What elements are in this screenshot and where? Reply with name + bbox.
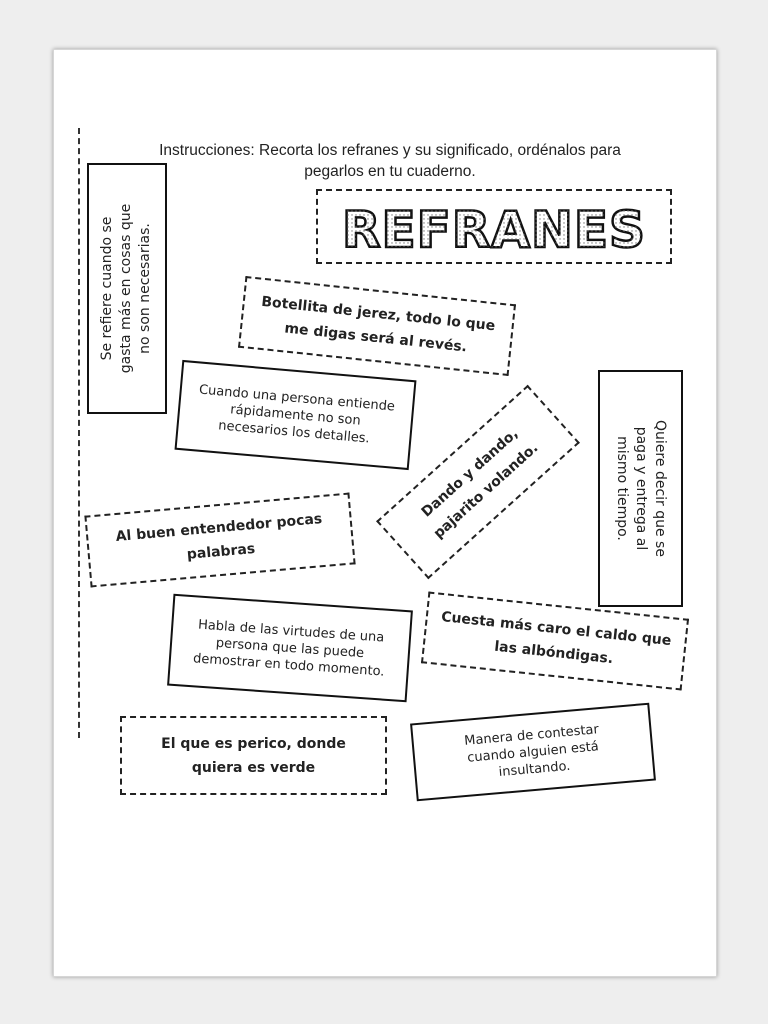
title-bubble-letters	[326, 197, 662, 257]
meaning-gasta-line-2: gasta más en cosas que	[118, 203, 135, 374]
saying-perico-text: El que es perico, donde quiera es verde	[161, 735, 346, 776]
instructions-line-2: pegarlos en tu cuaderno.	[304, 163, 476, 180]
meaning-card-paga[interactable]	[598, 370, 683, 607]
meaning-gasta-line-3: no son necesarias.	[137, 223, 154, 354]
meaning-card-gasta[interactable]	[87, 163, 167, 414]
instructions	[95, 140, 685, 182]
saying-card-perico[interactable]	[120, 716, 387, 795]
meaning-paga-line-1: Quiere decir que se	[652, 420, 668, 557]
title-text: REFRANES	[341, 200, 647, 257]
cut-line-left	[78, 128, 80, 738]
meaning-paga-line-2: paga y entrega al	[633, 426, 649, 551]
saying-botellita-text: Botellita de jerez, todo lo que me digas será al revés.	[260, 293, 496, 356]
title-box	[316, 189, 672, 264]
instructions-line-1: Instrucciones: Recorta los refranes y su significado, ordénalos para	[159, 142, 621, 159]
meaning-paga-line-3: mismo tiempo.	[614, 436, 630, 541]
meaning-card-virtudes[interactable]	[167, 594, 413, 703]
saying-cuesta-text: Cuesta más caro el caldo que las albóndigas.	[440, 609, 673, 668]
meaning-virtudes-text: Habla de las virtudes de una persona que las puede demostrar en todo momento.	[192, 617, 385, 680]
saying-buen-entendedor-text: Al buen entendedor pocas palabras	[115, 511, 323, 563]
meaning-gasta-line-1: Se refiere cuando se	[99, 216, 116, 361]
meaning-contestar-text: Manera de contestar cuando alguien está insultando.	[463, 721, 600, 780]
meaning-entiende-text: Cuando una persona entiende rápidamente no son necesarios los detalles.	[198, 382, 396, 447]
saying-dando-text: Dando y dando, pajarito volando.	[418, 425, 542, 542]
